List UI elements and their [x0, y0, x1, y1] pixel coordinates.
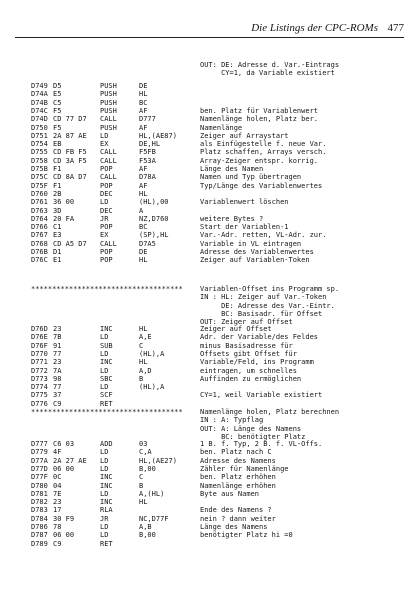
- comment-cell: OUT: A: Länge des Namens: [200, 424, 302, 433]
- hex-cell: 23: [53, 498, 62, 507]
- operand-cell: B,00: [139, 464, 156, 473]
- operand-cell: AF: [139, 165, 148, 173]
- address-cell: D755: [31, 148, 48, 157]
- mnemonic-cell: LD: [100, 349, 109, 358]
- address-cell: D750: [31, 123, 48, 132]
- mnemonic-cell: LD: [100, 456, 109, 465]
- mnemonic-cell: CALL: [100, 115, 117, 124]
- comment-cell: Typ/Länge des Variablenwertes: [200, 181, 323, 190]
- hex-cell: 7E: [53, 489, 62, 498]
- operand-cell: D78A: [139, 173, 156, 182]
- comment-cell: Länge des Namen: [200, 165, 264, 173]
- hex-cell: 23: [53, 358, 62, 367]
- hex-cell: EB: [53, 140, 62, 149]
- hex-cell: 2A 87 AE: [53, 131, 87, 140]
- mnemonic-cell: RET: [100, 399, 113, 408]
- comment-cell: Zähler für Namenlänge: [200, 464, 289, 473]
- comment-cell: Variablen-Offset ins Programm sp.: [200, 285, 340, 293]
- operand-cell: 03: [139, 440, 148, 448]
- address-cell: D768: [31, 239, 48, 248]
- address-cell: D774: [31, 383, 48, 392]
- mnemonic-cell: POP: [100, 223, 113, 232]
- operand-cell: DE: [139, 248, 148, 256]
- operand-cell: HL: [139, 498, 148, 507]
- address-cell: D754: [31, 140, 48, 149]
- address-cell: D74B: [31, 98, 48, 107]
- comment-cell: Start der Variablen-1: [200, 223, 289, 232]
- mnemonic-cell: JR: [100, 514, 109, 523]
- comment-cell: Adr. der Variable/des Feldes: [200, 333, 319, 342]
- operand-cell: F5FB: [139, 148, 156, 157]
- comment-cell: BC: benötigter Platz: [200, 432, 306, 441]
- hex-cell: F1: [53, 165, 62, 173]
- comment-cell: ben. Platz nach C: [200, 448, 272, 457]
- mnemonic-cell: JR: [100, 214, 109, 223]
- operand-cell: C,A: [139, 448, 152, 457]
- comment-cell: Namenlänge erhöhen: [200, 481, 276, 490]
- address-cell: D76F: [31, 341, 48, 350]
- operand-cell: D7A5: [139, 239, 156, 248]
- comment-cell: ben. Platz erhöhen: [200, 473, 276, 482]
- address-cell: D758: [31, 156, 48, 165]
- mnemonic-cell: DEC: [100, 189, 113, 198]
- address-cell: D783: [31, 506, 48, 515]
- comment-cell: Byte aus Namen: [200, 489, 260, 498]
- mnemonic-cell: LD: [100, 198, 109, 207]
- mnemonic-cell: CALL: [100, 239, 117, 248]
- operand-cell: HL,(AE87): [139, 131, 177, 140]
- hex-cell: 2A 27 AE: [53, 456, 87, 465]
- comment-cell: Namenlänge: [200, 123, 243, 132]
- mnemonic-cell: INC: [100, 473, 113, 482]
- mnemonic-cell: SUB: [100, 341, 113, 350]
- comment-cell: ben. Platz für Variablenwert: [200, 106, 319, 115]
- mnemonic-cell: PUSH: [100, 98, 117, 107]
- page-header: [0, 22, 404, 36]
- hex-cell: CD FB F5: [53, 148, 87, 157]
- mnemonic-cell: PUSH: [100, 123, 117, 132]
- hex-cell: E1: [53, 256, 62, 265]
- mnemonic-cell: CALL: [100, 148, 117, 157]
- hex-cell: 78: [53, 523, 62, 531]
- operand-cell: HL: [139, 256, 148, 265]
- hex-cell: 17: [53, 506, 62, 515]
- mnemonic-cell: CALL: [100, 173, 117, 182]
- running-title: Die Listings der CPC-ROMs: [251, 22, 378, 34]
- mnemonic-cell: DEC: [100, 206, 113, 215]
- address-cell: D787: [31, 531, 48, 540]
- hex-cell: 20 FA: [53, 214, 75, 223]
- mnemonic-cell: POP: [100, 181, 113, 190]
- hex-cell: F1: [53, 181, 62, 190]
- comment-cell: minus Basisadresse für: [200, 341, 293, 350]
- hex-cell: C5: [53, 98, 62, 107]
- address-cell: D772: [31, 366, 48, 375]
- comment-cell: Platz schaffen, Arrays versch.: [200, 148, 327, 157]
- comment-cell: Adresse des Namens: [200, 456, 276, 465]
- hex-cell: 4F: [53, 448, 62, 457]
- mnemonic-cell: EX: [100, 140, 109, 149]
- operand-cell: DE: [139, 82, 148, 90]
- operand-cell: A,E: [139, 333, 152, 342]
- address-cell: D784: [31, 514, 48, 523]
- address-cell: D771: [31, 358, 48, 367]
- mnemonic-cell: LD: [100, 131, 109, 140]
- comment-cell: Variable/Feld, ins Programm: [200, 358, 314, 367]
- comment-cell: Auffinden zu ermöglichen: [200, 374, 302, 383]
- address-cell: D764: [31, 214, 48, 223]
- address-cell: D74A: [31, 90, 48, 99]
- operand-cell: NZ,D760: [139, 214, 169, 223]
- address-cell: D74C: [31, 106, 48, 115]
- operand-cell: B: [139, 374, 144, 383]
- hex-cell: E5: [53, 90, 62, 99]
- address-cell: D766: [31, 223, 48, 232]
- comment-cell: IN : A: Typflag: [200, 416, 264, 425]
- hex-cell: 3D: [53, 206, 62, 215]
- comment-cell: DE: Adresse des Var.-Eintr.: [200, 301, 335, 310]
- address-cell: D75C: [31, 173, 48, 182]
- address-cell: D777: [31, 440, 48, 448]
- hex-cell: C6 03: [53, 440, 75, 448]
- comment-cell: eintragen, um schnelles: [200, 366, 297, 375]
- comment-cell: CY=1, da Variable existiert: [200, 69, 335, 78]
- operand-cell: A: [139, 206, 144, 215]
- comment-cell: Namenlänge holen, Platz ber.: [200, 115, 319, 124]
- address-cell: D775: [31, 391, 48, 400]
- address-cell: D749: [31, 82, 48, 90]
- address-cell: D751: [31, 131, 48, 140]
- hex-cell: D5: [53, 82, 62, 90]
- hex-cell: CD 77 D7: [53, 115, 87, 124]
- hex-cell: 98: [53, 374, 62, 383]
- mnemonic-cell: LD: [100, 366, 109, 375]
- hex-cell: E3: [53, 231, 62, 240]
- hex-cell: 7B: [53, 333, 62, 342]
- page-number: 477: [387, 22, 404, 34]
- address-cell: D76E: [31, 333, 48, 342]
- address-cell: D763: [31, 206, 48, 215]
- hex-cell: 37: [53, 391, 62, 400]
- operand-cell: BC: [139, 98, 148, 107]
- comment-cell: IN : HL: Zeiger auf Var.-Token: [200, 293, 327, 302]
- address-cell: D760: [31, 189, 48, 198]
- hex-cell: C1: [53, 223, 62, 232]
- address-cell: D761: [31, 198, 48, 207]
- address-cell: D75F: [31, 181, 48, 190]
- operand-cell: NC,D77F: [139, 514, 169, 523]
- comment-cell: Var.-Adr. retten, VL-Adr. zur.: [200, 231, 327, 240]
- mnemonic-cell: INC: [100, 481, 113, 490]
- hex-cell: 30 F9: [53, 514, 75, 523]
- comment-cell: Array-Zeiger entspr. korrig.: [200, 156, 319, 165]
- operand-cell: AF: [139, 106, 148, 115]
- mnemonic-cell: LD: [100, 383, 109, 392]
- operand-cell: C: [139, 473, 144, 482]
- comment-cell: weitere Bytes ?: [200, 214, 264, 223]
- comment-cell: Variablenwert löschen: [200, 198, 289, 207]
- mnemonic-cell: PUSH: [100, 106, 117, 115]
- operand-cell: AF: [139, 123, 148, 132]
- mnemonic-cell: EX: [100, 231, 109, 240]
- hex-cell: 0C: [53, 473, 62, 482]
- hex-cell: 04: [53, 481, 62, 490]
- address-cell: D75B: [31, 165, 48, 173]
- operand-cell: HL: [139, 189, 148, 198]
- mnemonic-cell: INC: [100, 498, 113, 507]
- operand-cell: B: [139, 481, 144, 490]
- hex-cell: 36 00: [53, 198, 75, 207]
- operand-cell: DE,HL: [139, 140, 161, 149]
- operand-cell: (HL),A: [139, 349, 165, 358]
- address-cell: D789: [31, 539, 48, 548]
- comment-cell: Zeiger auf Offset: [200, 325, 272, 333]
- hex-cell: 7A: [53, 366, 62, 375]
- operand-cell: F53A: [139, 156, 156, 165]
- comment-cell: BC: Basisadr. für Offset: [200, 309, 323, 318]
- operand-cell: HL: [139, 90, 148, 99]
- mnemonic-cell: POP: [100, 165, 113, 173]
- comment-cell: Adresse des Variablenwertes: [200, 248, 314, 256]
- mnemonic-cell: LD: [100, 531, 109, 540]
- operand-cell: HL,(AE27): [139, 456, 177, 465]
- mnemonic-cell: ADD: [100, 440, 113, 448]
- address-cell: D77F: [31, 473, 48, 482]
- operand-cell: D777: [139, 115, 156, 124]
- address-cell: D767: [31, 231, 48, 240]
- hex-cell: CD 3A F5: [53, 156, 87, 165]
- hex-cell: CD 8A D7: [53, 173, 87, 182]
- mnemonic-cell: LD: [100, 464, 109, 473]
- hex-cell: 06 00: [53, 531, 75, 540]
- mnemonic-cell: LD: [100, 333, 109, 342]
- hex-cell: 23: [53, 325, 62, 333]
- comment-cell: OUT: Zeiger auf Offset: [200, 318, 293, 327]
- mnemonic-cell: SCF: [100, 391, 113, 400]
- mnemonic-cell: PUSH: [100, 82, 117, 90]
- comment-cell: Zeiger auf Variablen-Token: [200, 256, 310, 265]
- mnemonic-cell: LD: [100, 448, 109, 457]
- operand-cell: A,(HL): [139, 489, 165, 498]
- mnemonic-cell: INC: [100, 325, 113, 333]
- address-cell: D74D: [31, 115, 48, 124]
- operand-cell: HL: [139, 358, 148, 367]
- operand-cell: A,B: [139, 523, 152, 531]
- mnemonic-cell: LD: [100, 523, 109, 531]
- address-cell: D77D: [31, 464, 48, 473]
- comment-cell: OUT: DE: Adresse d. Var.-Eintrags: [200, 61, 340, 69]
- address-cell: D786: [31, 523, 48, 531]
- address-cell: D76D: [31, 325, 48, 333]
- hex-cell: F5: [53, 106, 62, 115]
- operand-cell: C: [139, 341, 144, 350]
- mnemonic-cell: SBC: [100, 374, 113, 383]
- separator-stars: ************************************: [31, 285, 183, 293]
- comment-cell: CY=1, weil Variable existiert: [200, 391, 323, 400]
- comment-cell: nein ? dann weiter: [200, 514, 276, 523]
- mnemonic-cell: CALL: [100, 156, 117, 165]
- hex-cell: 2B: [53, 189, 62, 198]
- hex-cell: D1: [53, 248, 62, 256]
- address-cell: D781: [31, 489, 48, 498]
- comment-cell: Namenlänge holen, Platz berechnen: [200, 408, 340, 416]
- hex-cell: C9: [53, 539, 62, 548]
- address-cell: D77A: [31, 456, 48, 465]
- mnemonic-cell: PUSH: [100, 90, 117, 99]
- comment-cell: Ende des Namens ?: [200, 506, 272, 515]
- mnemonic-cell: POP: [100, 256, 113, 265]
- address-cell: D780: [31, 481, 48, 490]
- mnemonic-cell: INC: [100, 358, 113, 367]
- comment-cell: als Einfügestelle f. neue Var.: [200, 140, 327, 149]
- hex-cell: CD A5 D7: [53, 239, 87, 248]
- operand-cell: (SP),HL: [139, 231, 169, 240]
- address-cell: D76B: [31, 248, 48, 256]
- mnemonic-cell: RET: [100, 539, 113, 548]
- hex-cell: 91: [53, 341, 62, 350]
- address-cell: D773: [31, 374, 48, 383]
- hex-cell: 77: [53, 383, 62, 392]
- comment-cell: Offsets gibt Offset für: [200, 349, 297, 358]
- operand-cell: BC: [139, 223, 148, 232]
- operand-cell: (HL),A: [139, 383, 165, 392]
- hex-cell: 06 00: [53, 464, 75, 473]
- hex-cell: F5: [53, 123, 62, 132]
- hex-cell: C9: [53, 399, 62, 408]
- hex-cell: 77: [53, 349, 62, 358]
- address-cell: D776: [31, 399, 48, 408]
- operand-cell: AF: [139, 181, 148, 190]
- mnemonic-cell: LD: [100, 489, 109, 498]
- operand-cell: HL: [139, 325, 148, 333]
- mnemonic-cell: POP: [100, 248, 113, 256]
- address-cell: D782: [31, 498, 48, 507]
- comment-cell: 1 B. f. Typ, 2 B. f. VL-Offs.: [200, 440, 323, 448]
- operand-cell: A,D: [139, 366, 152, 375]
- address-cell: D779: [31, 448, 48, 457]
- header-rule: [15, 37, 404, 38]
- address-cell: D76C: [31, 256, 48, 265]
- operand-cell: B,00: [139, 531, 156, 540]
- separator-stars: ************************************: [31, 408, 183, 416]
- address-cell: D770: [31, 349, 48, 358]
- comment-cell: Variable in VL eintragen: [200, 239, 302, 248]
- mnemonic-cell: RLA: [100, 506, 113, 515]
- comment-cell: benötigter Platz hi =0: [200, 531, 293, 540]
- comment-cell: Länge des Namens: [200, 523, 268, 531]
- comment-cell: Zeiger auf Arraystart: [200, 131, 289, 140]
- comment-cell: Namen und Typ übertragen: [200, 173, 302, 182]
- operand-cell: (HL),00: [139, 198, 169, 207]
